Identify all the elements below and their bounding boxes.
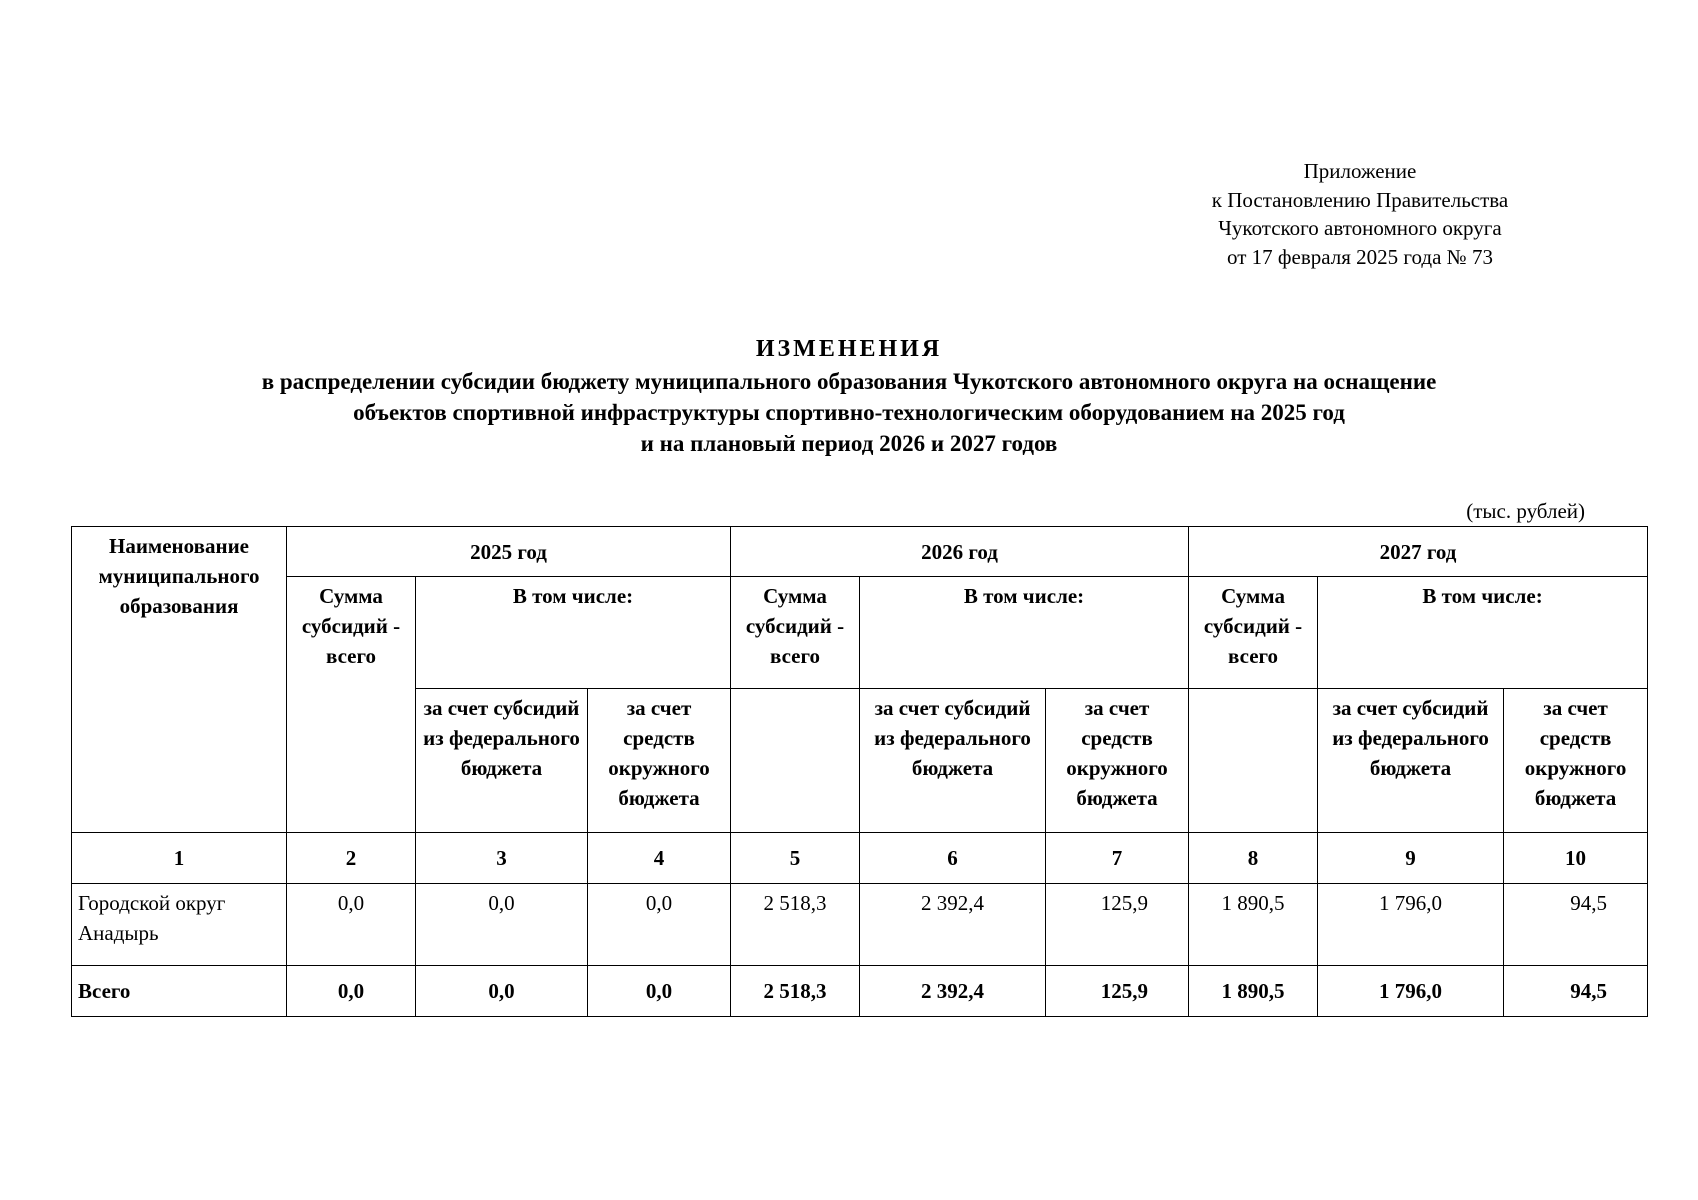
header-municipality: Наименование муниципального образования — [72, 527, 287, 833]
appendix-line-2: к Постановлению Правительства — [1211, 187, 1509, 212]
unit-label: (тыс. рублей) — [1466, 499, 1585, 523]
cell-2027-okr: 94,5 — [1504, 884, 1648, 966]
cell-2025-sum: 0,0 — [287, 884, 416, 966]
total-2027-fed: 1 796,0 — [1318, 966, 1504, 1017]
column-number-row — [72, 833, 1648, 884]
appendix-line-3: Чукотского автономного округа — [1218, 216, 1502, 240]
column-number: 7 — [1046, 833, 1189, 884]
title-line-1: в распределении субсидии бюджету муниципального образования Чукотского автономного округа на оснащение — [261, 369, 1437, 394]
subsidy-table — [71, 526, 1648, 1017]
cell-2027-fed: 1 796,0 — [1318, 884, 1504, 966]
total-2025-fed: 0,0 — [416, 966, 588, 1017]
column-number: 8 — [1189, 833, 1318, 884]
header-sum-2025: Сумма субсидий - всего — [287, 577, 416, 833]
title-main: ИЗМЕНЕНИЯ — [755, 336, 943, 362]
document-title — [60, 334, 1638, 459]
cell-2025-fed: 0,0 — [416, 884, 588, 966]
total-row — [72, 966, 1648, 1017]
total-2027-okr: 94,5 — [1504, 966, 1648, 1017]
header-sum-2027: Сумма субсидий - всего — [1189, 577, 1318, 689]
total-label: Всего — [72, 966, 287, 1017]
header-empty-2026 — [731, 689, 860, 833]
title-line-3: и на плановый период 2026 и 2027 годов — [640, 431, 1058, 456]
total-2026-fed: 2 392,4 — [860, 966, 1046, 1017]
header-okr-2025: за счет средств окружного бюджета — [588, 689, 731, 833]
header-incl-2025: В том числе: — [416, 577, 731, 689]
cell-2026-sum: 2 518,3 — [731, 884, 860, 966]
title-subtitle — [60, 366, 1638, 459]
total-2027-sum: 1 890,5 — [1189, 966, 1318, 1017]
total-2025-okr: 0,0 — [588, 966, 731, 1017]
appendix-line-1: Приложение — [1303, 159, 1417, 183]
column-number: 2 — [287, 833, 416, 884]
header-incl-2027: В том числе: — [1318, 577, 1648, 689]
header-incl-2026: В том числе: — [860, 577, 1189, 689]
header-sum-2026: Сумма субсидий - всего — [731, 577, 860, 689]
column-number: 9 — [1318, 833, 1504, 884]
header-okr-2027: за счет средств окружного бюджета — [1504, 689, 1648, 833]
appendix-block — [1150, 157, 1570, 271]
header-year-2027: 2027 год — [1189, 527, 1648, 577]
cell-2026-okr: 125,9 — [1046, 884, 1189, 966]
column-number: 10 — [1504, 833, 1648, 884]
header-empty-2027 — [1189, 689, 1318, 833]
total-2026-sum: 2 518,3 — [731, 966, 860, 1017]
column-number: 6 — [860, 833, 1046, 884]
cell-2025-okr: 0,0 — [588, 884, 731, 966]
header-fed-2027: за счет субсидий из федерального бюджета — [1318, 689, 1504, 833]
cell-2027-sum: 1 890,5 — [1189, 884, 1318, 966]
header-okr-2026: за счет средств окружного бюджета — [1046, 689, 1189, 833]
total-2026-okr: 125,9 — [1046, 966, 1189, 1017]
column-number: 5 — [731, 833, 860, 884]
table-row — [72, 884, 1648, 966]
column-number: 4 — [588, 833, 731, 884]
header-year-2026: 2026 год — [731, 527, 1189, 577]
header-fed-2025: за счет субсидий из федерального бюджета — [416, 689, 588, 833]
column-number: 1 — [72, 833, 287, 884]
cell-2026-fed: 2 392,4 — [860, 884, 1046, 966]
header-year-2025: 2025 год — [287, 527, 731, 577]
column-number: 3 — [416, 833, 588, 884]
title-line-2: объектов спортивной инфраструктуры спортивно-технологическим оборудованием на 2025 год — [353, 400, 1345, 425]
total-2025-sum: 0,0 — [287, 966, 416, 1017]
appendix-line-4: от 17 февраля 2025 года № 73 — [1227, 244, 1493, 269]
header-fed-2026: за счет субсидий из федерального бюджета — [860, 689, 1046, 833]
row-municipality-name: Городской округ Анадырь — [72, 884, 287, 966]
